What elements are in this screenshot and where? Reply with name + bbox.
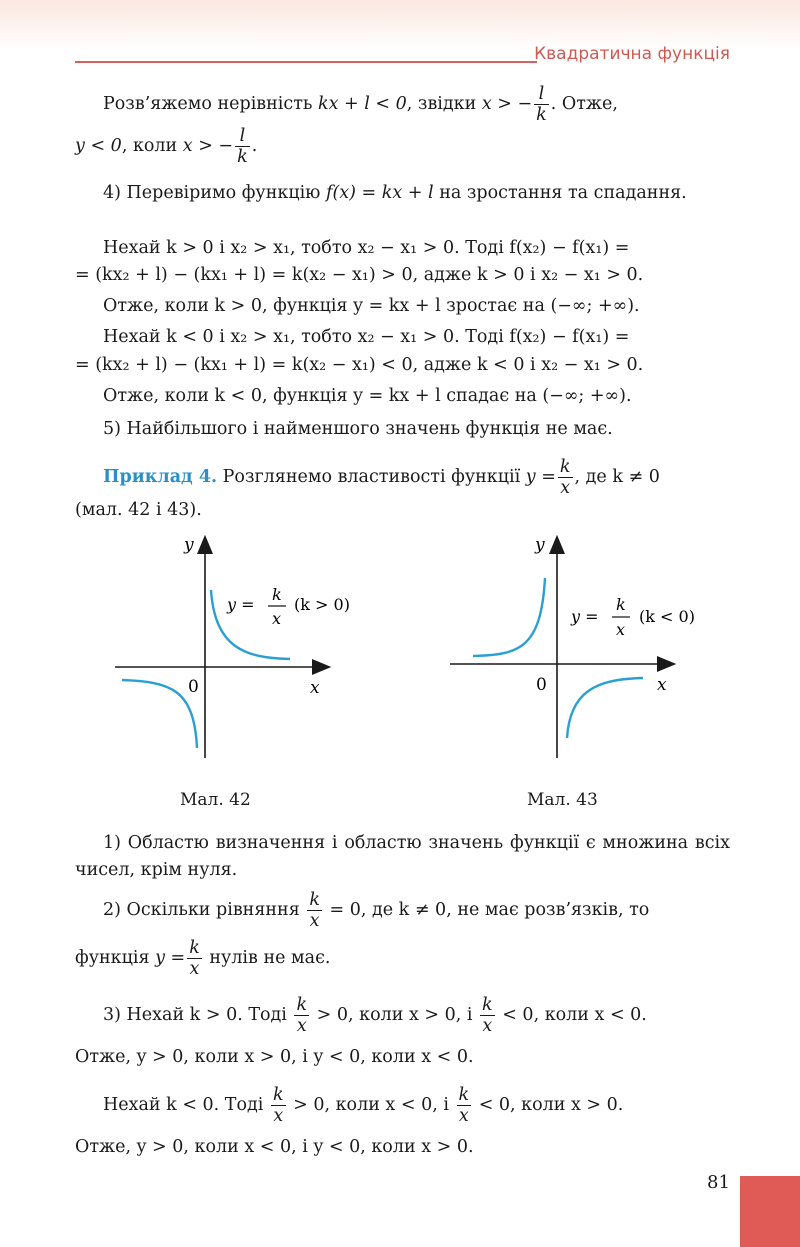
item-5: 5) Найбільшого і найменшого значень функція не має. — [103, 419, 613, 439]
fraction-l-over-k: $\frac{l}{k}$ — [536, 84, 547, 125]
figure-42-caption: Мал. 42 — [180, 790, 251, 810]
item-3: 3) Нехай k > 0. Тоді $\frac{k}{x}$ > 0, коли x > 0, і $\frac{k}{x}$ < 0, коли x < 0. — [103, 995, 647, 1036]
header-rule — [75, 61, 537, 63]
example-4: Приклад 4. Розглянемо властивості функції y = $\frac{k}{x}$ , де k ≠ 0 — [103, 457, 660, 498]
item-1: 1) Областю визначення і областю значень функції є множина всіх чисел, крім нуля. — [75, 833, 730, 880]
formula-num: k — [616, 595, 626, 614]
section-title: Квадратична функція — [534, 44, 730, 64]
curve-quadrant-2 — [473, 578, 545, 656]
example-4-refs: (мал. 42 і 43). — [75, 500, 202, 520]
negative-k-conclusion: Отже, y > 0, коли x < 0, і y < 0, коли x > 0. — [75, 1137, 474, 1157]
figure-43-caption: Мал. 43 — [527, 790, 598, 810]
item-3-conclusion: Отже, y > 0, коли x > 0, і y < 0, коли x < 0. — [75, 1047, 474, 1067]
corner-tab — [740, 1176, 800, 1247]
example-label: Приклад 4. — [103, 467, 218, 487]
formula-condition: (k > 0) — [294, 595, 350, 614]
page-number: 81 — [707, 1172, 730, 1193]
fraction-k-over-x-zeros: $\frac{k}{x}$ — [189, 938, 200, 979]
solve-paragraph: Розв’яжемо нерівність kx + l < 0, звідки x > − $\frac{l}{k}$ . Отже, — [103, 84, 618, 125]
figure-43 — [445, 530, 695, 760]
formula-y: y = — [227, 595, 255, 614]
fraction-b: $\frac{k}{x}$ — [482, 995, 493, 1036]
curve-quadrant-3 — [122, 680, 197, 748]
top-band — [0, 0, 800, 50]
increase-line-2: = (kx₂ + l) − (kx₁ + l) = k(x₂ − x₁) > 0, адже k > 0 і x₂ − x₁ > 0. — [75, 265, 644, 285]
formula-den: x — [616, 620, 626, 639]
item-2-cont: функція y = $\frac{k}{x}$ нулів не має. — [75, 938, 331, 979]
solve-paragraph-2: y < 0, коли x > − $\frac{l}{k}$ . — [75, 126, 258, 167]
negative-k: Нехай k < 0. Тоді $\frac{k}{x}$ > 0, коли x < 0, і $\frac{k}{x}$ < 0, коли x > 0. — [103, 1085, 624, 1126]
increase-line-1: Нехай k > 0 і x₂ > x₁, тобто x₂ − x₁ > 0. Тоді f(x₂) − f(x₁) = — [103, 238, 630, 258]
formula-y: y = — [571, 607, 599, 626]
y-axis-label: y — [184, 535, 194, 555]
x-axis-label: x — [310, 678, 320, 698]
fraction-c: $\frac{k}{x}$ — [272, 1085, 284, 1126]
decrease-line-1: Нехай k < 0 і x₂ > x₁, тобто x₂ − x₁ > 0. Тоді f(x₂) − f(x₁) = — [103, 327, 630, 347]
formula-den: x — [272, 609, 282, 628]
fraction-l-over-k-2: $\frac{l}{k}$ — [237, 126, 248, 167]
decrease-line-2: = (kx₂ + l) − (kx₁ + l) = k(x₂ − x₁) < 0, адже k < 0 і x₂ − x₁ > 0. — [75, 355, 644, 375]
decrease-line-3: Отже, коли k < 0, функція y = kx + l спадає на (−∞; +∞). — [103, 386, 632, 406]
curve-quadrant-4 — [567, 678, 643, 738]
x-axis-label: x — [657, 675, 667, 695]
item-4: 4) Перевіримо функцію f(x) = kx + l на зростання та спадання. — [103, 183, 687, 203]
fraction-a: $\frac{k}{x}$ — [296, 995, 308, 1036]
increase-line-3: Отже, коли k > 0, функція y = kx + l зростає на (−∞; +∞). — [103, 296, 640, 316]
fraction-d: $\frac{k}{x}$ — [458, 1085, 470, 1126]
item-2: 2) Оскільки рівняння $\frac{k}{x}$ = 0, де k ≠ 0, не має розв’язків, то — [103, 890, 650, 931]
formula-num: k — [272, 585, 282, 604]
fraction-k-over-x: $\frac{k}{x}$ — [559, 457, 571, 498]
figure-42 — [110, 530, 350, 760]
y-axis-label: y — [535, 535, 545, 555]
origin-label: 0 — [536, 675, 547, 695]
fraction-k-over-x-eq: $\frac{k}{x}$ — [309, 890, 320, 931]
formula-condition: (k < 0) — [639, 607, 695, 626]
origin-label: 0 — [188, 677, 199, 697]
